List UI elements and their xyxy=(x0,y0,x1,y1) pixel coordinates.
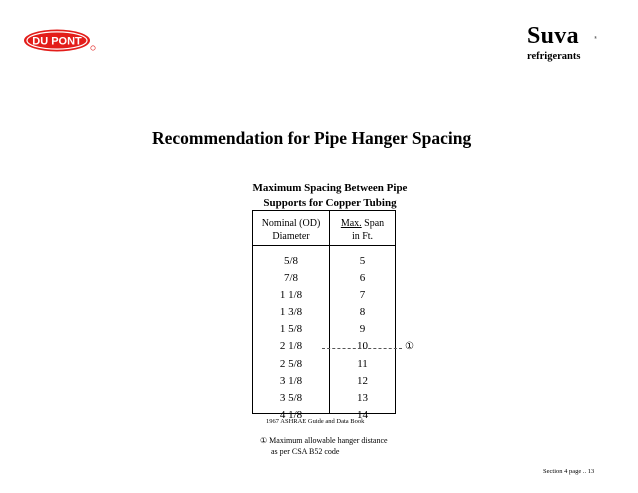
header-span-word: Span xyxy=(361,218,385,229)
brand-subtitle: refrigerants xyxy=(527,51,581,62)
table-row xyxy=(253,321,395,338)
span-cell: 14 xyxy=(357,408,368,421)
diameter-cell: 1 3/8 xyxy=(279,306,303,319)
table-body xyxy=(253,253,395,424)
span-cell: 12 xyxy=(357,374,368,387)
hanger-spacing-table xyxy=(252,210,396,421)
header-span xyxy=(330,217,395,243)
table-caption-line1: Maximum Spacing Between Pipe xyxy=(252,182,408,194)
span-cell: 5 xyxy=(359,255,366,267)
span-cell: 13 xyxy=(357,391,368,404)
footnote-line2: as per CSA B52 code xyxy=(271,447,340,456)
span-cell: 8 xyxy=(359,306,366,319)
span-cell: 7 xyxy=(359,289,366,302)
brand-name: Suva xyxy=(527,23,579,49)
span-cell: 6 xyxy=(359,272,366,285)
page-number: Section 4 page .. 13 xyxy=(543,468,595,475)
table-row xyxy=(253,304,395,321)
header-span-line1 xyxy=(330,217,395,230)
footnote-line1: Maximum allowable hanger distance xyxy=(267,436,388,445)
span-cell: 9 xyxy=(359,323,366,336)
table-row xyxy=(253,390,395,407)
table-row xyxy=(253,270,395,287)
header-diameter xyxy=(253,217,329,243)
table-row xyxy=(253,373,395,390)
diameter-cell: 7/8 xyxy=(283,272,299,285)
table-caption xyxy=(230,181,430,211)
table-row xyxy=(253,287,395,304)
registered-mark: ® xyxy=(594,35,598,40)
span-cell: 11 xyxy=(357,357,368,370)
table-row xyxy=(253,356,395,373)
header-diameter-line2: Diameter xyxy=(272,231,310,242)
header-rule xyxy=(253,245,395,246)
footnote xyxy=(260,435,388,457)
diameter-cell: 4 1/8 xyxy=(279,408,303,421)
page-title: Recommendation for Pipe Hanger Spacing xyxy=(152,128,472,148)
header-span-line2: in Ft. xyxy=(351,231,374,242)
note-dashed-line xyxy=(322,348,402,349)
diameter-cell: 2 5/8 xyxy=(279,357,303,370)
note-marker: ① xyxy=(405,341,414,352)
span-cell: 10 xyxy=(357,340,368,353)
table-source: 1967 ASHRAE Guide and Data Book xyxy=(266,418,365,425)
diameter-cell: 3 5/8 xyxy=(279,391,303,404)
header-diameter-line1: Nominal (OD) xyxy=(261,218,321,229)
header-span-max: Max. xyxy=(340,218,362,229)
diameter-cell: 2 1/8 xyxy=(279,340,303,353)
diameter-cell: 1 5/8 xyxy=(279,323,303,336)
dupont-logo xyxy=(22,28,96,53)
table-caption-line2: Supports for Copper Tubing xyxy=(263,197,397,209)
diameter-cell: 1 1/8 xyxy=(279,289,303,302)
footnote-marker: ① xyxy=(260,436,268,445)
diameter-cell: 3 1/8 xyxy=(279,374,303,387)
table-row xyxy=(253,253,395,270)
logo-text: DU PONT xyxy=(32,35,82,48)
diameter-cell: 5/8 xyxy=(283,255,299,267)
